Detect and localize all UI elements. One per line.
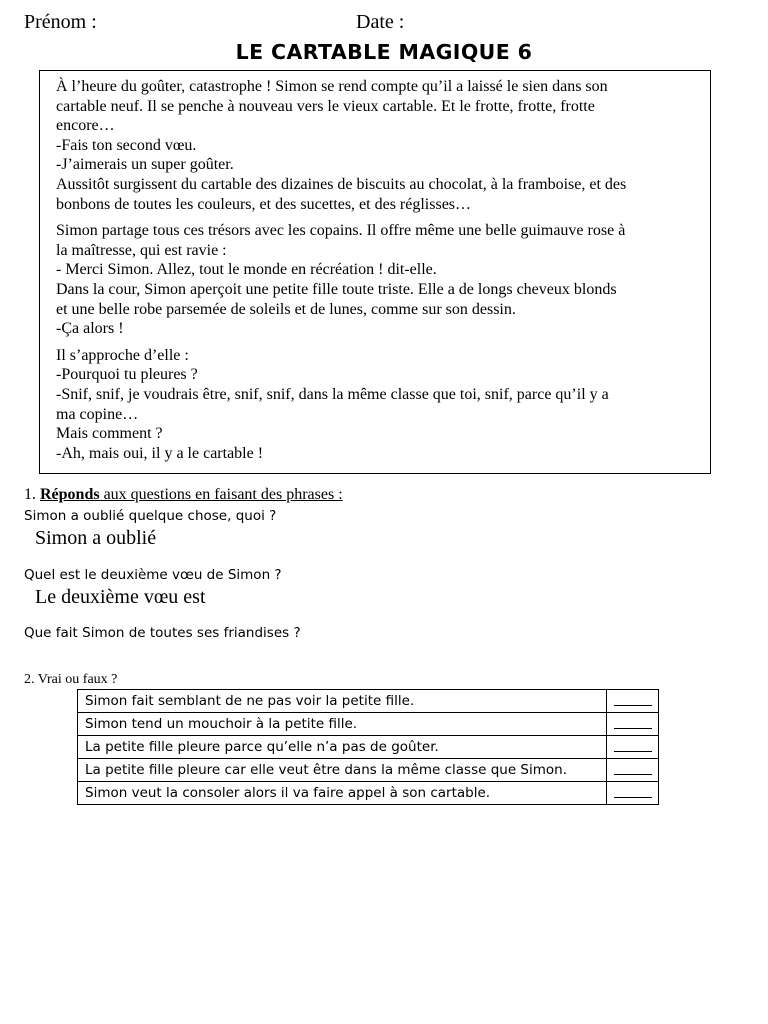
story-line: -J’aimerais un super goûter. — [56, 156, 234, 174]
section-1-heading — [24, 486, 343, 504]
story-text-box — [39, 70, 711, 474]
table-row — [78, 713, 659, 736]
table-row — [78, 736, 659, 759]
answer-blank-line — [614, 738, 652, 752]
answer-blank-cell[interactable] — [607, 782, 659, 805]
table-row — [78, 690, 659, 713]
answer-blank-cell[interactable] — [607, 690, 659, 713]
statement-cell: Simon tend un mouchoir à la petite fille. — [78, 713, 607, 736]
story-line: Dans la cour, Simon aperçoit une petite fille toute triste. Elle a de longs cheveux blonds — [56, 280, 617, 298]
story-line: Aussitôt surgissent du cartable des dizaines de biscuits au chocolat, à la framboise, et des — [56, 175, 627, 193]
story-paragraph-1 — [56, 77, 702, 214]
story-line: encore… — [56, 117, 115, 135]
statement-cell: La petite fille pleure parce qu’elle n’a pas de goûter. — [78, 736, 607, 759]
story-line: bonbons de toutes les couleurs, et des sucettes, et des réglisses… — [56, 195, 472, 213]
answer-blank-cell[interactable] — [607, 713, 659, 736]
story-line: la maîtresse, qui est ravie : — [56, 241, 227, 259]
section-2-heading: 2. Vrai ou faux ? — [24, 672, 118, 687]
story-line: Il s’approche d’elle : — [56, 346, 189, 364]
story-line: Simon partage tous ces trésors avec les copains. Il offre même une belle guimauve rose à — [56, 222, 626, 240]
story-line: cartable neuf. Il se penche à nouveau vers le vieux cartable. Et le frotte, frotte, frotte — [56, 97, 595, 115]
story-line: -Ça alors ! — [56, 320, 124, 338]
page-title: LE CARTABLE MAGIQUE 6 — [235, 40, 533, 64]
question-2: Quel est le deuxième vœu de Simon ? — [24, 567, 282, 583]
statement-cell: Simon veut la consoler alors il va faire appel à son cartable. — [78, 782, 607, 805]
true-false-table — [77, 689, 659, 805]
table-row — [78, 759, 659, 782]
story-line: Mais comment ? — [56, 425, 163, 443]
date-label: Date : — [356, 11, 405, 33]
question-3: Que fait Simon de toutes ses friandises ? — [24, 625, 301, 641]
story-line: -Pourquoi tu pleures ? — [56, 366, 198, 384]
statement-cell: La petite fille pleure car elle veut être dans la même classe que Simon. — [78, 759, 607, 782]
section-1-bold-word: Réponds — [40, 486, 100, 503]
section-1-number: 1. — [24, 486, 36, 503]
story-paragraph-2 — [56, 221, 702, 339]
story-paragraph-3 — [56, 346, 702, 464]
answer-blank-line — [614, 761, 652, 775]
table-row — [78, 782, 659, 805]
section-1-instruction: aux questions en faisant des phrases : — [99, 486, 343, 503]
prenom-label: Prénom : — [24, 11, 97, 33]
story-line: -Ah, mais oui, il y a le cartable ! — [56, 444, 264, 462]
story-line: - Merci Simon. Allez, tout le monde en récréation ! dit-elle. — [56, 261, 437, 279]
answer-blank-cell[interactable] — [607, 759, 659, 782]
story-line: et une belle robe parsemée de soleils et de lunes, comme sur son dessin. — [56, 300, 516, 318]
answer-blank-cell[interactable] — [607, 736, 659, 759]
story-line: -Fais ton second vœu. — [56, 136, 197, 154]
answer-blank-line — [614, 715, 652, 729]
story-line: -Snif, snif, je voudrais être, snif, snif, dans la même classe que toi, snif, parce qu’il y a — [56, 385, 609, 403]
story-line: À l’heure du goûter, catastrophe ! Simon se rend compte qu’il a laissé le sien dans son — [56, 78, 608, 95]
answer-1-start: Simon a oublié — [35, 527, 157, 549]
question-1: Simon a oublié quelque chose, quoi ? — [24, 508, 277, 524]
answer-2-start: Le deuxième vœu est — [35, 586, 206, 608]
story-line: ma copine… — [56, 405, 139, 423]
statement-cell: Simon fait semblant de ne pas voir la petite fille. — [78, 690, 607, 713]
answer-blank-line — [614, 692, 652, 706]
answer-blank-line — [614, 784, 652, 798]
